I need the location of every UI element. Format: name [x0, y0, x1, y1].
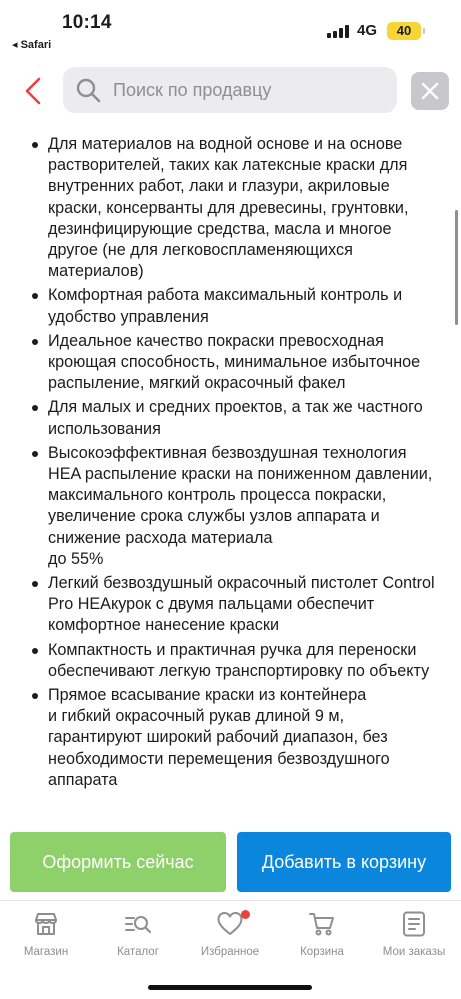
- list-item: Прямое всасывание краски из контейнера и гибкий окрасочный рукав длиной 9 м, гарантируют широкий рабочий диапазон, без необходимости перемещения безвоздушного аппарата: [30, 685, 442, 791]
- tab-my-orders[interactable]: [368, 907, 460, 965]
- product-description: [0, 118, 461, 826]
- list-item: Легкий безвоздушный окрасочный пистолет Control Pro HEAкурок с двумя пальцами обеспечит комфортное нанесение краски: [30, 573, 442, 637]
- list-item: Для малых и средних проектов, а так же частного использования: [30, 397, 442, 439]
- back-button[interactable]: [18, 74, 48, 108]
- search-box[interactable]: [63, 67, 397, 113]
- clipped-text-line: [42, 118, 222, 122]
- list-item: Высокоэффективная безвоздушная технология HEA распыление краски на пониженном давлении, максимального контроль процесса покраски, увеличение срока службы узлов аппарата и снижение расхода материала до 55%: [30, 443, 442, 570]
- status-time: 10:14: [62, 12, 112, 33]
- status-bar: [0, 0, 461, 56]
- list-item: Идеальное качество покраски превосходная кроющая способность, минимальное избыточное распыление, мягкий окрасочный факел: [30, 331, 442, 395]
- feature-list: [30, 134, 442, 794]
- checkout-now-button[interactable]: Оформить сейчас: [10, 832, 226, 892]
- list-item: Для материалов на водной основе и на основе растворителей, таких как латексные краски для внутренних работ, лаки и глазури, акриловые краски, консерванты для древесины, грунтовки, дезинфицирующие средства, масла и многое другое (не для легковоспламеняющихся материалов): [30, 134, 442, 282]
- notification-dot: [241, 910, 250, 919]
- tab-label: Каталог: [117, 946, 159, 958]
- bottom-tab-bar: [0, 900, 461, 999]
- cellular-signal-icon: [327, 25, 351, 38]
- close-icon: [421, 82, 439, 100]
- catalog-search-icon: [125, 911, 151, 937]
- battery-icon: 40: [387, 22, 421, 40]
- chevron-left-icon: [24, 77, 42, 105]
- list-item: Компактность и практичная ручка для переноски обеспечивают легкую транспортировку по объекту: [30, 640, 442, 682]
- cart-icon: [309, 911, 335, 937]
- tab-label: Корзина: [300, 946, 344, 958]
- tab-catalog[interactable]: [92, 907, 184, 965]
- search-icon: [75, 77, 101, 103]
- home-indicator[interactable]: [148, 985, 312, 990]
- network-type: 4G: [357, 22, 378, 39]
- back-to-safari-link[interactable]: ◂ Safari: [12, 39, 52, 51]
- tab-store[interactable]: [0, 907, 92, 965]
- close-button[interactable]: [411, 72, 449, 110]
- tab-label: Мои заказы: [382, 946, 446, 958]
- orders-icon: [401, 911, 427, 937]
- heart-icon: [217, 911, 243, 937]
- add-to-cart-button[interactable]: Добавить в корзину: [237, 832, 451, 892]
- tab-favorites[interactable]: [184, 907, 276, 965]
- store-icon: [33, 911, 59, 937]
- tab-cart[interactable]: [276, 907, 368, 965]
- scrollbar[interactable]: [455, 210, 458, 325]
- list-item: Комфортная работа максимальный контроль и удобство управления: [30, 285, 442, 327]
- search-input[interactable]: [113, 67, 383, 113]
- tab-label: Избранное: [200, 946, 260, 958]
- action-bar: [0, 826, 461, 900]
- tab-label: Магазин: [23, 946, 69, 958]
